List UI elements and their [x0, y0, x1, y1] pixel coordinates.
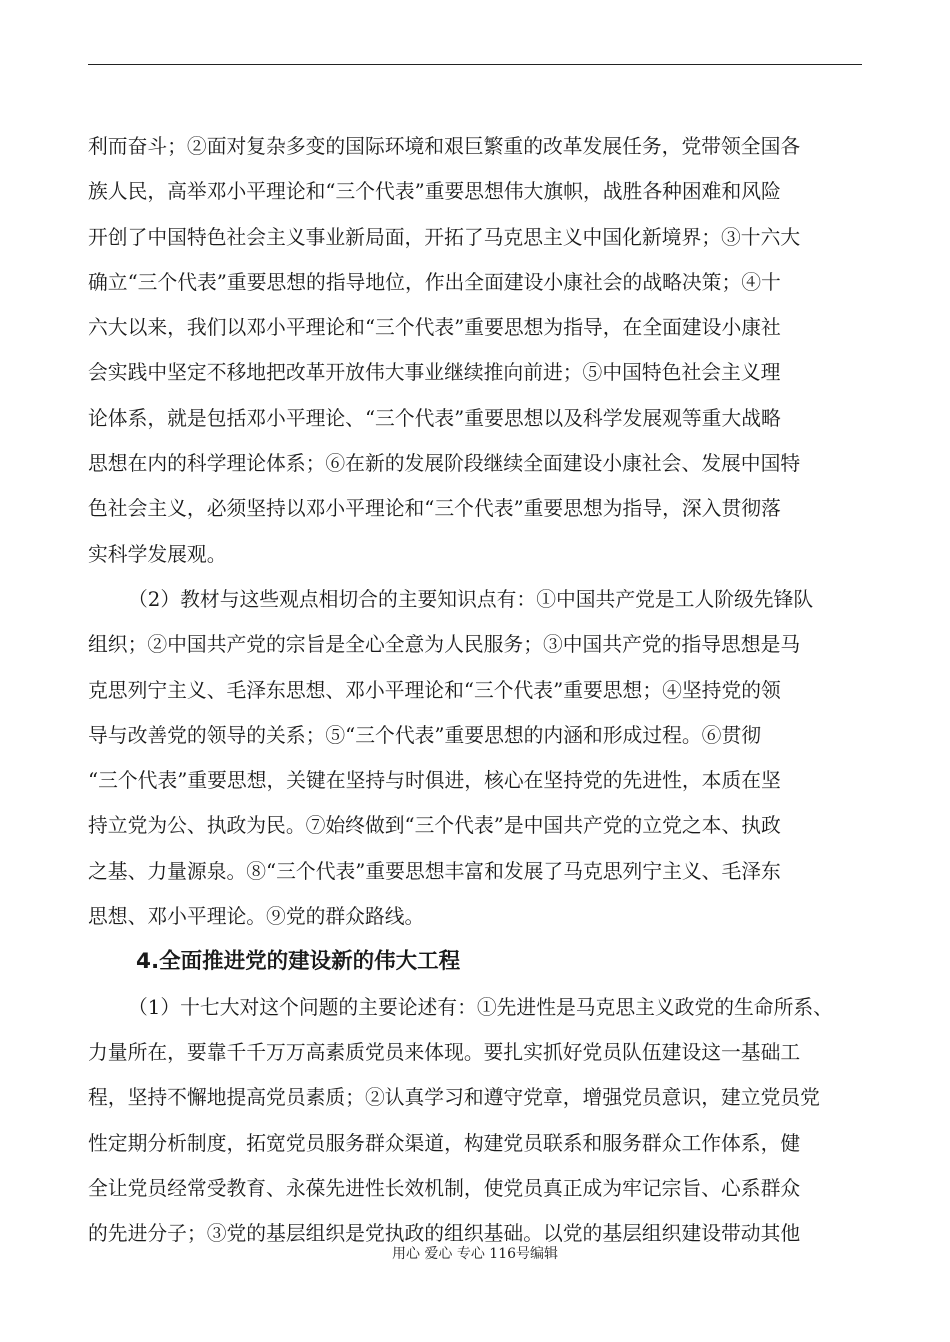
- document-body: [88, 124, 862, 1256]
- text-line: 思想、邓小平理论。⑨党的群众路线。: [88, 905, 425, 929]
- text-line: 持立党为公、执政为民。⑦始终做到“三个代表”是中国共产党的立党之本、执政: [88, 814, 781, 838]
- text-line: 克思列宁主义、毛泽东思想、邓小平理论和“三个代表”重要思想；④坚持党的领: [88, 678, 781, 702]
- text-line: 开创了中国特色社会主义事业新局面，开拓了马克思主义中国化新境界；③十六大: [88, 225, 801, 249]
- text-line: 的先进分子；③党的基层组织是党执政的组织基础。以党的基层组织建设带动其他: [88, 1222, 801, 1246]
- text-line: 论体系，就是包括邓小平理论、“三个代表”重要思想以及科学发展观等重大战略: [88, 406, 781, 430]
- header-rule: [88, 64, 862, 65]
- text-line: 导与改善党的领导的关系；⑤“三个代表”重要思想的内涵和形成过程。⑥贯彻: [88, 723, 762, 747]
- text-line: 利而奋斗；②面对复杂多变的国际环境和艰巨繁重的改革发展任务，党带领全国各: [88, 135, 801, 158]
- text-line: 思想在内的科学理论体系；⑥在新的发展阶段继续全面建设小康社会、发展中国特: [88, 452, 801, 476]
- section-heading: 4.全面推进党的建设新的伟大工程: [136, 949, 461, 975]
- text-line: （1）十七大对这个问题的主要论述有：①先进性是马克思主义政党的生命所系、: [128, 995, 833, 1019]
- text-line: 程，坚持不懈地提高党员素质；②认真学习和遵守党章，增强党员意识，建立党员党: [88, 1086, 820, 1110]
- text-line: 实科学发展观。: [88, 542, 227, 566]
- text-line: “三个代表”重要思想，关键在坚持与时俱进，核心在坚持党的先进性，本质在坚: [88, 769, 781, 793]
- text-line: 全让党员经常受教育、永葆先进性长效机制，使党员真正成为牢记宗旨、心系群众: [88, 1176, 801, 1200]
- text-line: （2）教材与这些观点相切合的主要知识点有：①中国共产党是工人阶级先锋队: [128, 587, 814, 611]
- text-line: 确立“三个代表”重要思想的指导地位，作出全面建设小康社会的战略决策；④十: [88, 270, 781, 294]
- text-line: 六大以来，我们以邓小平理论和“三个代表”重要思想为指导，在全面建设小康社: [88, 316, 781, 340]
- text-line: 会实践中坚定不移地把改革开放伟大事业继续推向前进；⑤中国特色社会主义理: [88, 361, 781, 385]
- text-line: 组织；②中国共产党的宗旨是全心全意为人民服务；③中国共产党的指导思想是马: [88, 633, 801, 657]
- text-line: 色社会主义，必须坚持以邓小平理论和“三个代表”重要思想为指导，深入贯彻落: [88, 497, 781, 521]
- text-line: 族人民，高举邓小平理论和“三个代表”重要思想伟大旗帜，战胜各种困难和风险: [88, 180, 781, 204]
- text-line: 力量所在，要靠千千万万高素质党员来体现。要扎实抓好党员队伍建设这一基础工: [88, 1040, 801, 1064]
- text-line: 之基、力量源泉。⑧“三个代表”重要思想丰富和发展了马克思列宁主义、毛泽东: [88, 859, 781, 883]
- page-footer: 用心 爱心 专心 116号编辑: [391, 1246, 559, 1262]
- text-line: 性定期分析制度，拓宽党员服务群众渠道，构建党员联系和服务群众工作体系，健: [88, 1131, 801, 1155]
